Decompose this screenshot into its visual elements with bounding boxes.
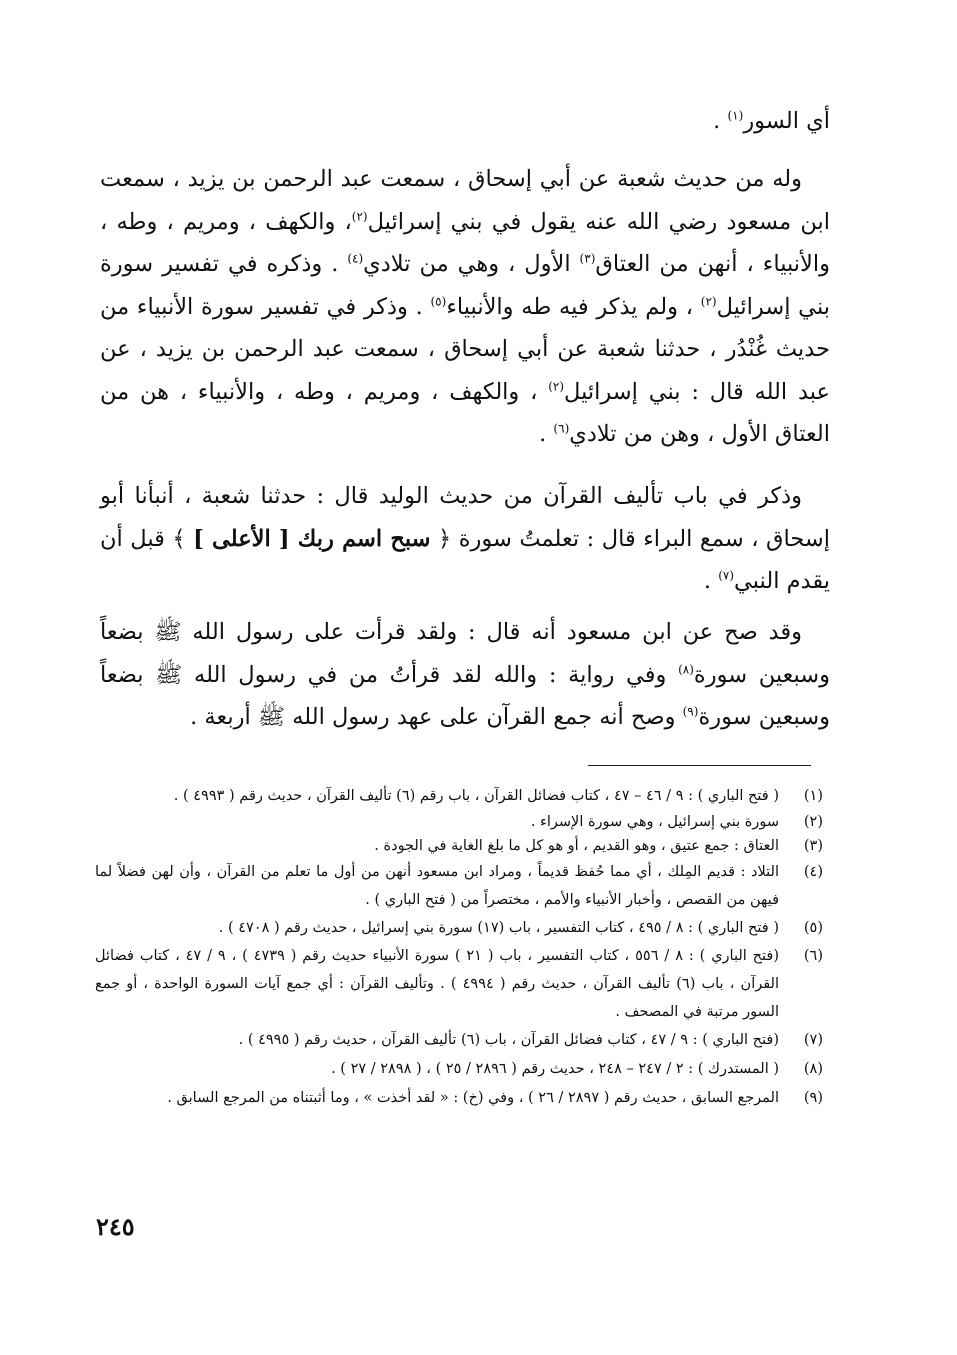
footnote-5 [95, 914, 823, 942]
text-span: . [713, 108, 728, 134]
footnote-text: ( المستدرك ) : ٢ / ٢٤٧ – ٢٤٨ ، حديث رقم ( ٢٨٩٦ / ٢٥ ) ، ( ٢٨٩٨ / ٢٧ ) . [331, 1061, 779, 1077]
footnote-4 [95, 858, 823, 914]
paragraph-3 [100, 475, 830, 603]
footnote-ref[interactable]: (٤) [347, 251, 364, 266]
footnote-ref[interactable]: (٣) [579, 251, 596, 266]
text-span: ﴾ قبل أن يقدم النبي [100, 525, 830, 594]
quran-verse: سبح اسم ربك [ الأعلى ] [193, 525, 431, 552]
text-span: . وذكره في تفسير سورة بني إسرائيل [100, 251, 830, 320]
footnote-ref[interactable]: (٧) [718, 568, 735, 583]
footnote-number: (٩) [803, 1090, 823, 1106]
paragraph-4 [100, 611, 830, 739]
footnote-text: (فتح الباري ) : ٩ / ٤٧ ، كتاب فضائل القرآن ، باب (٦) تأليف القرآن ، حديث رقم ( ٤٩٩٥ ) . [238, 1032, 779, 1048]
footnote-9 [95, 1084, 823, 1113]
footnote-text: التلاد : قديم المِلك ، أي مما حُفظ قديماً ، ومراد ابن مسعود أنهن من أول ما تعلم من القرآن ، وأن لهن فضلاً لما فيهن من القصص ، وأخبار الأنبياء والأمم ، مختصراً من ( فتح الباري ) . [95, 864, 779, 908]
text-span: وذكر في باب تأليف القرآن من حديث الوليد قال : حدثنا شعبة ، أنبأنا أبو إسحاق ، سمع البراء قال : تعلمتُ سورة ﴿ [100, 483, 830, 552]
paragraph-1 [100, 100, 830, 143]
footnote-ref[interactable]: (١) [727, 108, 744, 123]
text-span: . [539, 421, 554, 447]
text-span: ، والكهف ، ومريم ، وطه ، والأنبياء ، أنهن من العتاق [100, 208, 830, 277]
footnote-number: (٤) [803, 864, 823, 880]
footnote-text: ( فتح الباري ) : ٨ / ٤٩٥ ، كتاب التفسير ، باب (١٧) سورة بني إسرائيل ، حديث رقم ( ٤٧٠٨ ) . [218, 920, 779, 936]
footnote-ref[interactable]: (٢) [548, 379, 565, 393]
footnote-separator [588, 765, 811, 766]
footnote-ref[interactable]: (٩) [682, 704, 699, 719]
text-span: الأول ، وهي من تلادي [363, 251, 580, 277]
footnote-number: (٧) [803, 1032, 823, 1048]
footnote-ref[interactable]: (٦) [553, 421, 570, 436]
text-span: أي السور [743, 108, 830, 134]
footnote-3 [95, 834, 823, 858]
text-span: ، والكهف ، ومريم ، وطه ، والأنبياء ، هن من العتاق الأول ، وهن من تلادي [100, 378, 830, 447]
footnote-number: (٢) [803, 814, 823, 830]
text-span: وصح أنه جمع القرآن على عهد رسول الله ﷺ أربعة . [190, 704, 683, 730]
footnote-6 [95, 942, 823, 1026]
footnote-text: العتاق : جمع عتيق ، وهو القديم ، أو هو كل ما بلغ الغاية في الجودة . [374, 838, 779, 854]
text-span: . وذكر في تفسير سورة الأنبياء من حديث غُنْدُر ، حدثنا شعبة عن أبي إسحاق ، سمعت عبد الرحمن بن يزيد ، عن عبد الله قال : بني إسرائيل [100, 293, 830, 405]
footnote-ref[interactable]: (٢) [351, 209, 368, 223]
text-span: وله من حديث شعبة عن أبي إسحاق ، سمعت عبد الرحمن بن يزيد ، سمعت ابن مسعود رضي الله عنه يقول في بني إسرائيل [100, 166, 830, 235]
footnote-number: (٨) [803, 1061, 823, 1077]
footnote-ref[interactable]: (٨) [678, 662, 694, 676]
text-span: ، ولم يذكر فيه طه والأنبياء [446, 293, 701, 320]
footnote-2 [95, 810, 823, 834]
footnote-text: (فتح الباري ) : ٨ / ٥٥٦ ، كتاب التفسير ، باب ( ٢١ ) سورة الأنبياء حديث رقم ( ٤٧٣٩ ) ، ٩ / ٤٧ ، كتاب فضائل القرآن ، باب (٦) تأليف القرآن ، حديث رقم ( ٤٩٩٤ ) . وتأليف القرآن : أي جمع آيات السورة الواحدة ، أو جمع السور مرتبة في المصحف . [95, 948, 780, 1020]
footnote-1 [95, 782, 823, 810]
page-number: ٢٤٥ [96, 1212, 135, 1241]
text-span: . [703, 568, 719, 594]
text-span: وقد صح عن ابن مسعود أنه قال : ولقد قرأت على رسول الله ﷺ بضعاً وسبعين سورة [100, 619, 830, 688]
footnote-7 [95, 1026, 823, 1055]
footnote-number: (٣) [803, 838, 823, 854]
text-span: وفي رواية : والله لقد قرأتُ من في رسول الله ﷺ بضعاً وسبعين سورة [100, 661, 830, 730]
footnote-text: ( فتح الباري ) : ٩ / ٤٦ – ٤٧ ، كتاب فضائل القرآن ، باب رقم (٦) تأليف القرآن ، حديث رقم ( ٤٩٩٣ ) . [173, 788, 779, 804]
footnote-8 [95, 1055, 823, 1084]
footnote-ref[interactable]: (٥) [430, 294, 447, 308]
footnote-text: المرجع السابق ، حديث رقم ( ٢٨٩٧ / ٢٦ ) ، وفي (خ) : « لقد أخذت » ، وما أثبتناه من المرجع السابق . [167, 1090, 779, 1106]
footnote-number: (١) [803, 788, 823, 804]
footnote-number: (٥) [803, 920, 823, 936]
footnotes [95, 782, 823, 1113]
footnote-text: سورة بني إسرائيل ، وهي سورة الإسراء . [530, 814, 779, 830]
footnote-ref[interactable]: (٢) [700, 294, 717, 308]
footnote-number: (٦) [803, 948, 823, 964]
paragraph-2 [100, 158, 830, 456]
